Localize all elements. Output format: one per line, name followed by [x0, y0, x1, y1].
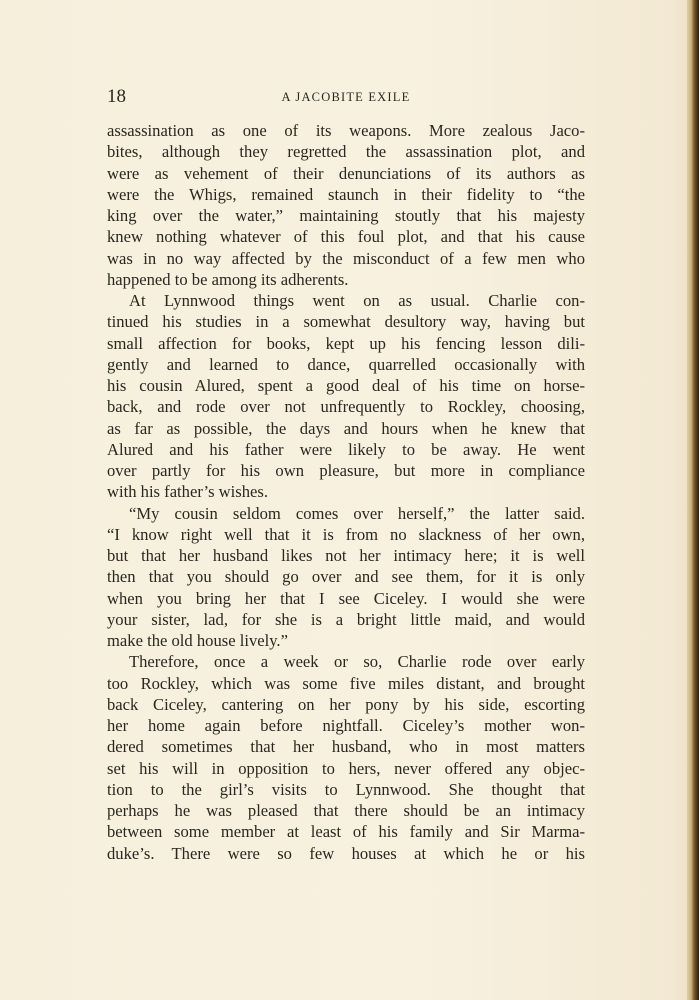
text-line: “I know right well that it is from no slackness of her own, — [107, 524, 585, 544]
text-line: Alured and his father were likely to be away. He went — [107, 439, 585, 459]
text-line: but that her husband likes not her intimacy here; it is well — [107, 546, 585, 565]
text-line: too Rockley, which was some five miles distant, and brought — [107, 673, 585, 693]
text-line: tinued his studies in a somewhat desultory way, having but — [107, 312, 585, 332]
text-line: At Lynnwood things went on as usual. Charlie con- — [129, 291, 585, 310]
text-line: king over the water,” maintaining stoutly that his majesty — [107, 206, 585, 225]
text-line: was in no way affected by the misconduct of a few men who — [107, 248, 585, 268]
text-line: set his will in opposition to hers, never offered any objec- — [107, 758, 585, 778]
text-line: as far as possible, the days and hours when he knew that — [107, 418, 585, 438]
text-line: her home again before nightfall. Ciceley’s mother won- — [107, 716, 585, 735]
text-line: his cousin Alured, spent a good deal of his time on horse- — [107, 376, 585, 395]
text-line: back Ciceley, cantering on her pony by his side, escorting — [107, 694, 585, 714]
body-text — [107, 120, 585, 864]
text-line: back, and rode over not unfrequently to Rockley, choosing, — [107, 397, 585, 417]
text-line: were as vehement of their denunciations of its authors as — [107, 163, 585, 183]
text-line: duke’s. There were so few houses at which he or his — [107, 843, 585, 863]
text-line: were the Whigs, remained staunch in their fidelity to “the — [107, 184, 585, 204]
text-line: happened to be among its adherents. — [107, 269, 349, 289]
text-line: dered sometimes that her husband, who in most matters — [107, 737, 585, 757]
page-number: 18 — [107, 86, 126, 107]
text-line: between some member at least of his family and Sir Marma- — [107, 822, 585, 842]
running-title: A JACOBITE EXILE — [281, 90, 411, 104]
text-line: over partly for his own pleasure, but more in compliance — [107, 461, 585, 480]
page-edge-shadow — [687, 0, 699, 1000]
text-line: with his father’s wishes. — [107, 482, 269, 502]
text-line: when you bring her that I see Ciceley. I would she were — [107, 588, 585, 608]
text-line: then that you should go over and see them, for it is only — [107, 567, 585, 587]
text-line: Therefore, once a week or so, Charlie rode over early — [129, 652, 585, 672]
text-line: small affection for books, kept up his fencing lesson dili- — [107, 333, 585, 353]
text-line: bites, although they regretted the assassination plot, and — [107, 142, 585, 162]
text-line: knew nothing whatever of this foul plot, and that his cause — [107, 227, 585, 247]
text-line: gently and learned to dance, quarrelled occasionally with — [107, 354, 585, 374]
text-line: “My cousin seldom comes over herself,” the latter said. — [129, 503, 585, 523]
text-line: perhaps he was pleased that there should be an intimacy — [107, 801, 585, 820]
text-line: assassination as one of its weapons. More zealous Jaco- — [107, 121, 585, 140]
running-head — [107, 85, 585, 109]
text-line: tion to the girl’s visits to Lynnwood. She thought that — [107, 779, 585, 799]
text-line: your sister, lad, for she is a bright little maid, and would — [107, 609, 585, 629]
text-line: make the old house lively.” — [107, 631, 288, 650]
